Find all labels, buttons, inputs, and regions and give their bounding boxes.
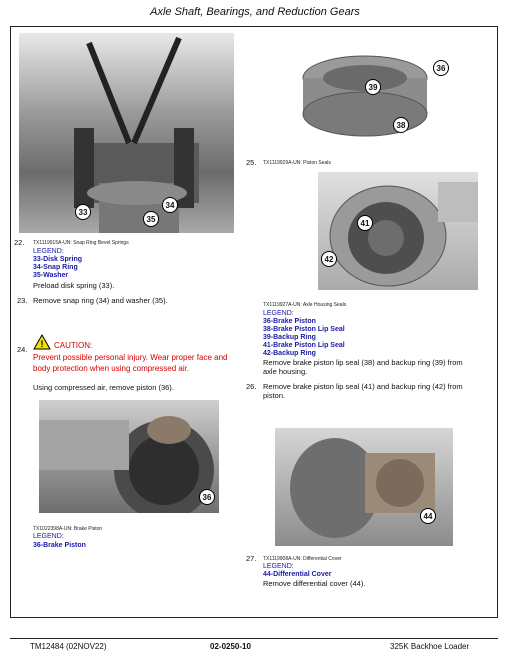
step-24-number: 24. — [17, 345, 28, 354]
svg-text:!: ! — [40, 339, 44, 349]
legend-title: LEGEND: — [33, 248, 64, 255]
legend-item: 38-Brake Piston Lip Seal — [263, 326, 345, 333]
step-25-number: 25. — [246, 158, 257, 167]
step-23-text: Remove snap ring (34) and washer (35). — [33, 296, 168, 305]
right-text-line-1: Remove brake piston lip seal (38) and backup ring (39) from — [263, 358, 463, 367]
legend-item: 39-Backup Ring — [263, 334, 316, 341]
step-23-number: 23. — [17, 296, 28, 305]
step-27-number: 27. — [246, 554, 257, 563]
legend-title: LEGEND: — [263, 563, 294, 570]
callout-39: 39 — [365, 79, 381, 95]
step-27-text: Remove differential cover (44). — [263, 579, 366, 588]
callout-33: 33 — [75, 204, 91, 220]
legend-item: 33-Disk Spring — [33, 256, 83, 263]
callout-44: 44 — [420, 508, 436, 524]
legend-item: 36-Brake Piston — [33, 542, 86, 549]
footer-page-number: 02-0250-10 — [210, 642, 251, 651]
caution-text-line-2: body protection when using compressed air. — [33, 364, 190, 373]
step-26-text-line-1: Remove brake piston lip seal (41) and backup ring (42) from — [263, 382, 463, 391]
footer-manual-id: TM12484 (02NOV22) — [30, 642, 107, 651]
legend-title: LEGEND: — [33, 533, 64, 540]
footer-machine-name: 325K Backhoe Loader — [390, 642, 470, 651]
caption-piston-seals: TX1119929A-UN: Piston Seals — [263, 160, 331, 166]
brake-piston-illustration — [39, 400, 219, 513]
callout-36: 36 — [199, 489, 215, 505]
legend-item: 42-Backup Ring — [263, 350, 316, 357]
tool-illustration — [19, 33, 234, 233]
caution-text-line-1: Prevent possible personal injury. Wear proper face and — [33, 353, 228, 362]
photo-axle-housing-seals — [318, 172, 478, 290]
photo-snap-ring-bevel-springs — [19, 33, 234, 233]
callout-42: 42 — [321, 251, 337, 267]
legend-item: 35-Washer — [33, 272, 69, 279]
caution-label: CAUTION: — [54, 341, 93, 350]
caption-axle-housing: TX1119927A-UN: Axle Housing Seals — [263, 302, 347, 308]
caption-snap-ring: TX1119915A-UN: Snap Ring Bevel Springs — [33, 240, 129, 246]
callout-36: 36 — [433, 60, 449, 76]
axle-housing-illustration — [318, 172, 478, 290]
photo-differential-cover — [275, 428, 453, 546]
step-22-text: Preload disk spring (33). — [33, 281, 115, 290]
legend-title: LEGEND: — [263, 310, 294, 317]
legend-item: 44-Differential Cover — [263, 571, 332, 578]
right-text-line-2: axle housing. — [263, 367, 308, 376]
piston-ring-illustration — [295, 44, 430, 140]
callout-34: 34 — [162, 197, 178, 213]
page-header-title: Axle Shaft, Bearings, and Reduction Gears — [150, 6, 360, 18]
legend-item: 36-Brake Piston — [263, 318, 316, 325]
step-26-number: 26. — [246, 382, 257, 391]
photo-piston-seals — [295, 44, 430, 140]
footer-divider — [10, 638, 498, 639]
differential-illustration — [275, 428, 453, 546]
step-24-text: Using compressed air, remove piston (36). — [33, 383, 174, 392]
callout-38: 38 — [393, 117, 409, 133]
step-26-text-line-2: piston. — [263, 391, 286, 400]
callout-41: 41 — [357, 215, 373, 231]
caption-differential-cover: TX1119908A-UN: Differential Cover — [263, 556, 342, 562]
legend-item: 41-Brake Piston Lip Seal — [263, 342, 345, 349]
caption-brake-piston: TX1022398A-UN: Brake Piston — [33, 526, 103, 532]
callout-35: 35 — [143, 211, 159, 227]
photo-brake-piston — [39, 400, 219, 513]
step-22-number: 22. — [14, 238, 25, 247]
legend-item: 34-Snap Ring — [33, 264, 78, 271]
